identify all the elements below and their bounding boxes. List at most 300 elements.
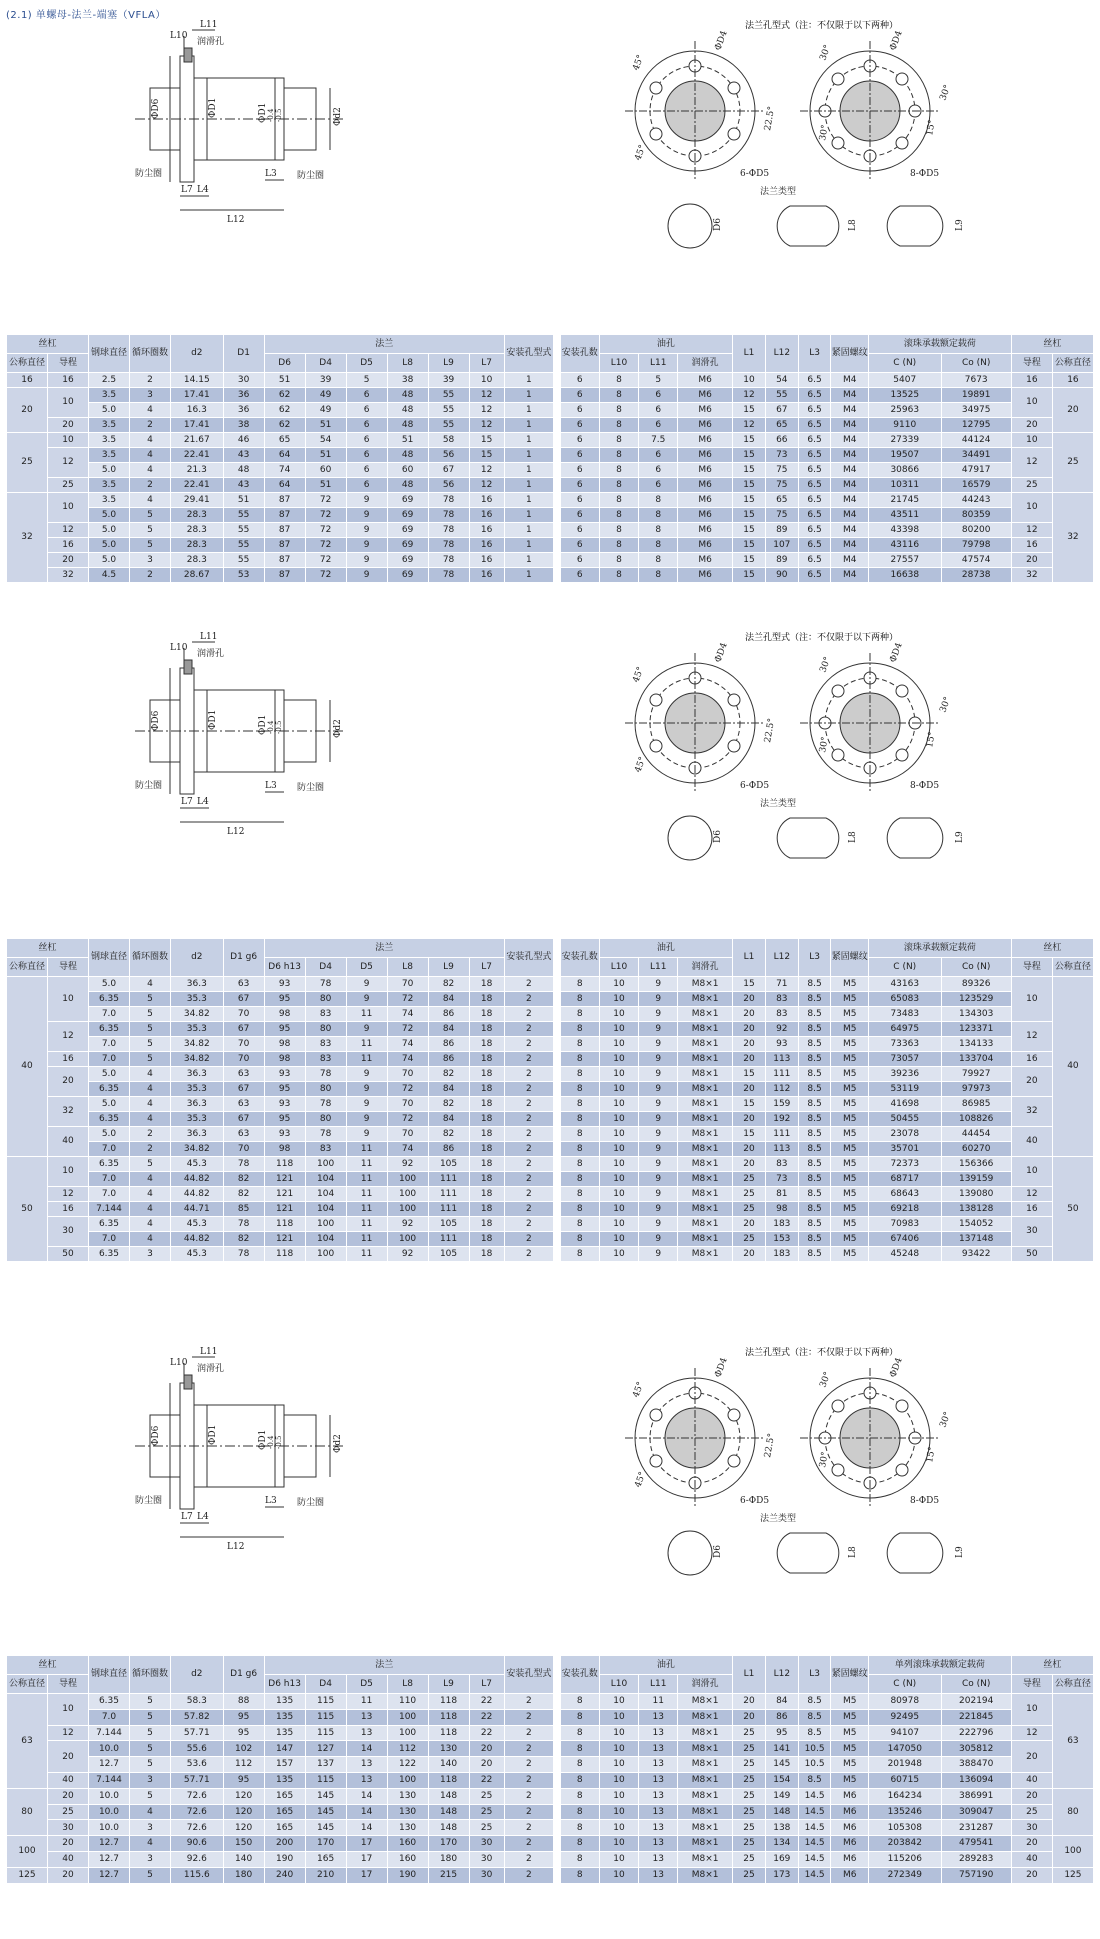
table-cell: 18 (469, 1202, 504, 1217)
label-d4b: ΦD4 (888, 29, 905, 53)
header-L8: L8 (387, 354, 428, 373)
table-cell: 65083 (868, 992, 941, 1007)
header-L3: L3 (798, 335, 831, 373)
table-cell: 69 (387, 508, 428, 523)
header-flange: 法兰 (264, 939, 504, 958)
table-cell: 13 (639, 1725, 678, 1741)
table-cell: 73 (765, 448, 798, 463)
header-nominal_dia: 公称直径 (1052, 354, 1093, 373)
table-cell: 40 (47, 1772, 88, 1788)
table-cell: M8×1 (678, 977, 733, 992)
table-cell: 12 (733, 418, 766, 433)
table-cell: 110 (387, 1694, 428, 1710)
table-cell: 2 (504, 977, 553, 992)
table-cell: 137148 (941, 1232, 1011, 1247)
table-cell: 8.5 (798, 1172, 831, 1187)
table-cell: 154 (765, 1772, 798, 1788)
table-cell: 86 (428, 1007, 469, 1022)
table-cell: 6.35 (88, 1217, 129, 1232)
table-row (7, 1804, 1094, 1820)
table-cell: 6 (346, 388, 387, 403)
table-cell: 80 (305, 1112, 346, 1127)
table-cell: 112 (387, 1741, 428, 1757)
table-cell: 8 (560, 1052, 599, 1067)
label-l4: L4 (197, 797, 209, 807)
table-cell: 192 (765, 1112, 798, 1127)
header-D6: D6 (264, 354, 305, 373)
flange-type-title: 法兰类型 (760, 799, 797, 809)
table-cell: M8×1 (678, 1741, 733, 1757)
table-cell: 6 (560, 523, 599, 538)
table-cell: 305812 (941, 1741, 1011, 1757)
table-cell: 92495 (868, 1709, 941, 1725)
table-cell: 34.82 (170, 1007, 223, 1022)
header-screw: 丝杠 (7, 939, 89, 958)
table-cell: M5 (831, 1022, 868, 1037)
header-L11: L11 (639, 354, 678, 373)
label-d6: ΦD6 (151, 1425, 161, 1446)
table-cell: 72 (387, 992, 428, 1007)
table-cell: 93 (264, 1097, 305, 1112)
label-l11: L11 (200, 632, 218, 642)
table-cell: 133704 (941, 1052, 1011, 1067)
table-cell: 100 (387, 1172, 428, 1187)
table-cell: 9 (639, 1022, 678, 1037)
table-cell: 78 (305, 1127, 346, 1142)
label-6d5: 6-ΦD5 (740, 1496, 770, 1506)
header-ball_dia: 钢球直径 (88, 335, 129, 373)
table-cell: 10 (599, 1187, 639, 1202)
table-cell: 20 (47, 1741, 88, 1773)
flange-views (610, 1343, 1030, 1578)
table-cell: 14.5 (798, 1820, 831, 1836)
header-mount_type: 安装孔型式 (504, 1656, 553, 1694)
table-cell: 8 (599, 433, 639, 448)
label-d4: ΦD4 (713, 1356, 730, 1380)
table-cell: 180 (223, 1867, 264, 1883)
table-cell: 6 (639, 478, 678, 493)
table-cell: 12 (47, 448, 88, 478)
table-cell: 137 (305, 1757, 346, 1773)
table-cell: 6 (560, 508, 599, 523)
table-cell: 20 (47, 418, 88, 433)
table-cell: 145 (765, 1757, 798, 1773)
table-cell: 10 (599, 1741, 639, 1757)
table-cell: 28738 (941, 568, 1011, 583)
header-D6: D6 h13 (264, 958, 305, 977)
column-separator (553, 373, 560, 388)
table-cell: 9 (346, 977, 387, 992)
table-row (7, 1157, 1094, 1172)
table-cell: M5 (831, 1187, 868, 1202)
column-separator (553, 553, 560, 568)
table-cell: 20 (1011, 1836, 1052, 1852)
table-cell: 3.5 (88, 448, 129, 463)
table-cell: 111 (428, 1172, 469, 1187)
table-cell: 140 (223, 1851, 264, 1867)
label-l8: L8 (848, 219, 858, 231)
table-cell: 190 (387, 1867, 428, 1883)
table-cell: 2 (504, 1725, 553, 1741)
label-30: 30° (818, 1370, 834, 1390)
table-cell: 8 (560, 1157, 599, 1172)
table-cell: M5 (831, 1757, 868, 1773)
table-cell: 83 (305, 1052, 346, 1067)
table-cell: 35.3 (170, 1112, 223, 1127)
table-cell: 130 (428, 1741, 469, 1757)
table-cell: 5 (129, 508, 170, 523)
table-cell: 10 (599, 1202, 639, 1217)
table-cell: 87 (264, 493, 305, 508)
table-cell: 48 (223, 463, 264, 478)
table-cell: 10 (599, 992, 639, 1007)
header-circuits: 循环圈数 (129, 1656, 170, 1694)
table-row (7, 1232, 1094, 1247)
label-6d5: 6-ΦD5 (740, 781, 770, 791)
table-cell: 8.5 (798, 1037, 831, 1052)
table-cell: 6.5 (798, 553, 831, 568)
table-cell: 3 (129, 1820, 170, 1836)
label-l8: L8 (848, 1546, 858, 1558)
header-L7: L7 (469, 354, 504, 373)
table-cell: 62 (264, 418, 305, 433)
table-cell: 6 (560, 478, 599, 493)
table-cell: 6 (639, 463, 678, 478)
flange-type-title: 法兰类型 (760, 1514, 797, 1524)
table-cell: 6 (560, 403, 599, 418)
table-row (7, 1082, 1094, 1097)
table-cell: 95 (264, 1112, 305, 1127)
table-cell: 2 (504, 1172, 553, 1187)
label-d4b: ΦD4 (888, 1356, 905, 1380)
table-cell: 136094 (941, 1772, 1011, 1788)
table-cell: 16 (47, 373, 88, 388)
label-tol-upper: -0.4 (267, 720, 275, 734)
table-cell: 35.3 (170, 992, 223, 1007)
table-cell: 7.144 (88, 1725, 129, 1741)
table-cell: 4 (129, 448, 170, 463)
table-cell: 240 (264, 1867, 305, 1883)
table-cell: 10 (599, 1820, 639, 1836)
table-cell: 100 (387, 1772, 428, 1788)
table-cell: 159 (765, 1097, 798, 1112)
table-cell: 8 (639, 553, 678, 568)
table-cell: 93422 (941, 1247, 1011, 1262)
table-cell: M5 (831, 1007, 868, 1022)
column-separator (553, 1232, 560, 1247)
header-lube_hole: 润滑孔 (678, 1675, 733, 1694)
table-cell: 40 (1052, 977, 1093, 1157)
table-cell: 25 (469, 1804, 504, 1820)
table-cell: 13 (639, 1836, 678, 1852)
table-cell: 63 (223, 1127, 264, 1142)
table-cell: 40 (1011, 1127, 1052, 1157)
table-cell: 2 (504, 1007, 553, 1022)
table-cell: 95 (223, 1709, 264, 1725)
table-cell: 6 (560, 433, 599, 448)
label-tol-lower: -0.5 (275, 108, 283, 122)
table-cell: 202194 (941, 1694, 1011, 1710)
header-Co: Co (N) (941, 1675, 1011, 1694)
table-cell: 10 (733, 373, 766, 388)
table-cell: 115 (305, 1709, 346, 1725)
table-cell: 210 (305, 1867, 346, 1883)
table-cell: M6 (678, 553, 733, 568)
column-separator (553, 1157, 560, 1172)
table-cell: 18 (469, 1007, 504, 1022)
header-L10: L10 (599, 958, 639, 977)
table-cell: M6 (678, 433, 733, 448)
spec-table-2 (6, 938, 1094, 1262)
header-D4: D4 (305, 354, 346, 373)
header-L3: L3 (798, 939, 831, 977)
table-cell: 8 (560, 1694, 599, 1710)
table-cell: 100 (7, 1836, 48, 1868)
table-cell: 123529 (941, 992, 1011, 1007)
table-cell: 2 (504, 1037, 553, 1052)
table-cell: 10 (599, 1804, 639, 1820)
table-cell: 115.6 (170, 1867, 223, 1883)
table-cell: 72 (305, 568, 346, 583)
table-cell: 30 (223, 373, 264, 388)
table-cell: 97973 (941, 1082, 1011, 1097)
table-cell: 9 (639, 1112, 678, 1127)
table-cell: 5 (129, 523, 170, 538)
table-cell: 10 (599, 1247, 639, 1262)
table-cell: 108826 (941, 1112, 1011, 1127)
header-L10: L10 (599, 354, 639, 373)
table-cell: 72 (305, 553, 346, 568)
table-cell: 8 (560, 1037, 599, 1052)
table-cell: 16 (1011, 1202, 1052, 1217)
table-cell: 20 (733, 1037, 766, 1052)
table-cell: 10 (599, 1788, 639, 1804)
table-cell: M6 (831, 1788, 868, 1804)
table-cell: 8 (560, 1202, 599, 1217)
table-cell: 87 (264, 553, 305, 568)
table-cell: 51 (264, 373, 305, 388)
label-d2: Φd2 (333, 719, 343, 738)
table-cell: 12.7 (88, 1836, 129, 1852)
table-cell: 6 (346, 463, 387, 478)
table-cell: 20 (733, 1007, 766, 1022)
table-cell: 10.0 (88, 1820, 129, 1836)
flange-type-flat (777, 818, 839, 858)
table-cell: 30 (47, 1820, 88, 1836)
table-cell: 29.41 (170, 493, 223, 508)
table-cell: 43398 (868, 523, 941, 538)
table-cell: 73363 (868, 1037, 941, 1052)
table-cell: 32 (7, 493, 48, 583)
header-screw_r: 丝杠 (1011, 1656, 1093, 1675)
table-cell: 47917 (941, 463, 1011, 478)
label-d4: ΦD4 (713, 29, 730, 53)
header-L9: L9 (428, 1675, 469, 1694)
table-cell: 10 (599, 1867, 639, 1883)
table-cell: 13 (639, 1757, 678, 1773)
table-cell: M5 (831, 1741, 868, 1757)
table-cell: 9 (639, 1097, 678, 1112)
table-cell: 84 (428, 1082, 469, 1097)
table-cell: 5.0 (88, 977, 129, 992)
table-cell: 69 (387, 523, 428, 538)
flange-hole-title: 法兰孔型式（注：不仅限于以下两种） (745, 1348, 899, 1358)
table-cell: M8×1 (678, 1202, 733, 1217)
table-cell: 78 (428, 553, 469, 568)
table-cell: 134303 (941, 1007, 1011, 1022)
table-cell: 14 (346, 1741, 387, 1757)
table-cell: 3.5 (88, 433, 129, 448)
table-cell: 111 (765, 1067, 798, 1082)
table-cell: 15 (733, 478, 766, 493)
table-cell: 80359 (941, 508, 1011, 523)
table-cell: 105 (428, 1247, 469, 1262)
table-cell: 15 (733, 568, 766, 583)
table-cell: 55 (428, 388, 469, 403)
table-cell: 130 (387, 1820, 428, 1836)
table-cell: 15 (733, 1067, 766, 1082)
table-cell: 1 (504, 448, 553, 463)
table-cell: 8 (560, 1741, 599, 1757)
label-l12: L12 (227, 1542, 245, 1552)
table-cell: 73057 (868, 1052, 941, 1067)
table-cell: M6 (678, 403, 733, 418)
table-cell: 25 (733, 1757, 766, 1773)
table-cell: 100 (305, 1217, 346, 1232)
table-cell: 44454 (941, 1127, 1011, 1142)
table-cell: 18 (469, 1172, 504, 1187)
table-cell: 2 (504, 1247, 553, 1262)
table-cell: 70 (223, 1007, 264, 1022)
table-cell: 4 (129, 1217, 170, 1232)
table-cell: 40 (47, 1127, 88, 1157)
table-cell: 25 (47, 1804, 88, 1820)
table-cell: M5 (831, 1202, 868, 1217)
table-cell: 22 (469, 1694, 504, 1710)
table-cell: 9 (639, 977, 678, 992)
table-cell: 5.0 (88, 508, 129, 523)
table-cell: 2 (504, 1052, 553, 1067)
table-cell: M8×1 (678, 1804, 733, 1820)
table-cell: 3.5 (88, 478, 129, 493)
header-load: 单列滚珠承载额定载荷 (868, 1656, 1011, 1675)
table-cell: 20 (1011, 1788, 1052, 1804)
table-row (7, 977, 1094, 992)
table-cell: 25 (733, 1202, 766, 1217)
table-cell: 54 (305, 433, 346, 448)
table-cell: 138128 (941, 1202, 1011, 1217)
table-cell: 10.0 (88, 1788, 129, 1804)
table-cell: 160 (387, 1851, 428, 1867)
table-cell: 120 (223, 1804, 264, 1820)
table-cell: 12 (469, 403, 504, 418)
table-cell: 2 (504, 992, 553, 1007)
table-cell: 20 (47, 1067, 88, 1097)
table-cell: 9 (346, 1022, 387, 1037)
table-cell: 8 (560, 1127, 599, 1142)
table-cell: 120 (223, 1788, 264, 1804)
table-cell: 83 (765, 1157, 798, 1172)
table-cell: 43163 (868, 977, 941, 992)
table-cell: 70 (223, 1037, 264, 1052)
label-30b: 30° (818, 736, 831, 754)
column-separator (553, 478, 560, 493)
label-30: 30° (818, 655, 834, 675)
table-cell: 43 (223, 448, 264, 463)
header-load: 滚珠承载额定载荷 (868, 335, 1011, 354)
label-l11: L11 (200, 1347, 218, 1357)
header-Co: Co (N) (941, 958, 1011, 977)
table-cell: 6.5 (798, 523, 831, 538)
table-cell: 53 (223, 568, 264, 583)
table-cell: 46 (223, 433, 264, 448)
table-cell: 1 (504, 553, 553, 568)
flange-type-round (668, 816, 712, 860)
table-cell: 28.3 (170, 523, 223, 538)
table-cell: 12 (1011, 1022, 1052, 1052)
column-separator (553, 493, 560, 508)
table-cell: 25 (1052, 433, 1093, 493)
table-cell: 10.0 (88, 1804, 129, 1820)
table-cell: 11 (346, 1037, 387, 1052)
table-cell: 40 (7, 977, 48, 1157)
table-cell: 30 (1011, 1820, 1052, 1836)
table-cell: 92 (387, 1157, 428, 1172)
table-cell: M8×1 (678, 1172, 733, 1187)
table-cell: 11 (346, 1157, 387, 1172)
table-cell: 36.3 (170, 1097, 223, 1112)
header-L9: L9 (428, 354, 469, 373)
table-cell: 2 (504, 1067, 553, 1082)
table-cell: 12 (47, 1187, 88, 1202)
table-cell: 16 (469, 523, 504, 538)
table-cell: 34.82 (170, 1037, 223, 1052)
table-cell: 63 (223, 1067, 264, 1082)
table-cell: M5 (831, 1172, 868, 1187)
label-l9: L9 (955, 831, 965, 843)
table-cell: 39 (428, 373, 469, 388)
table-cell: 32 (47, 1097, 88, 1127)
table-cell: 4 (129, 977, 170, 992)
table-cell: 25 (469, 1820, 504, 1836)
table-row (7, 493, 1094, 508)
table-cell: 1 (504, 538, 553, 553)
table-cell: 388470 (941, 1757, 1011, 1773)
table-cell: 85 (223, 1202, 264, 1217)
table-cell: 21.3 (170, 463, 223, 478)
table-cell: 9 (639, 1142, 678, 1157)
table-cell: 20 (733, 1112, 766, 1127)
table-cell: 10 (599, 1067, 639, 1082)
table-cell: 30 (1011, 1217, 1052, 1247)
label-tol-lower: -0.5 (275, 720, 283, 734)
table-cell: 30 (469, 1867, 504, 1883)
table-cell: 15 (733, 1127, 766, 1142)
table-row (7, 1172, 1094, 1187)
table-cell: 36.3 (170, 1067, 223, 1082)
header-lube_hole: 润滑孔 (678, 354, 733, 373)
table-cell: 6.5 (798, 418, 831, 433)
table-cell: 39236 (868, 1067, 941, 1082)
table-cell: 18 (469, 1097, 504, 1112)
table-cell: 57.71 (170, 1772, 223, 1788)
column-separator (553, 1709, 560, 1725)
table-cell: 73 (765, 1172, 798, 1187)
table-cell: 69218 (868, 1202, 941, 1217)
table-cell: 115 (305, 1725, 346, 1741)
table-cell: 180 (428, 1851, 469, 1867)
table-cell: 20 (733, 1022, 766, 1037)
